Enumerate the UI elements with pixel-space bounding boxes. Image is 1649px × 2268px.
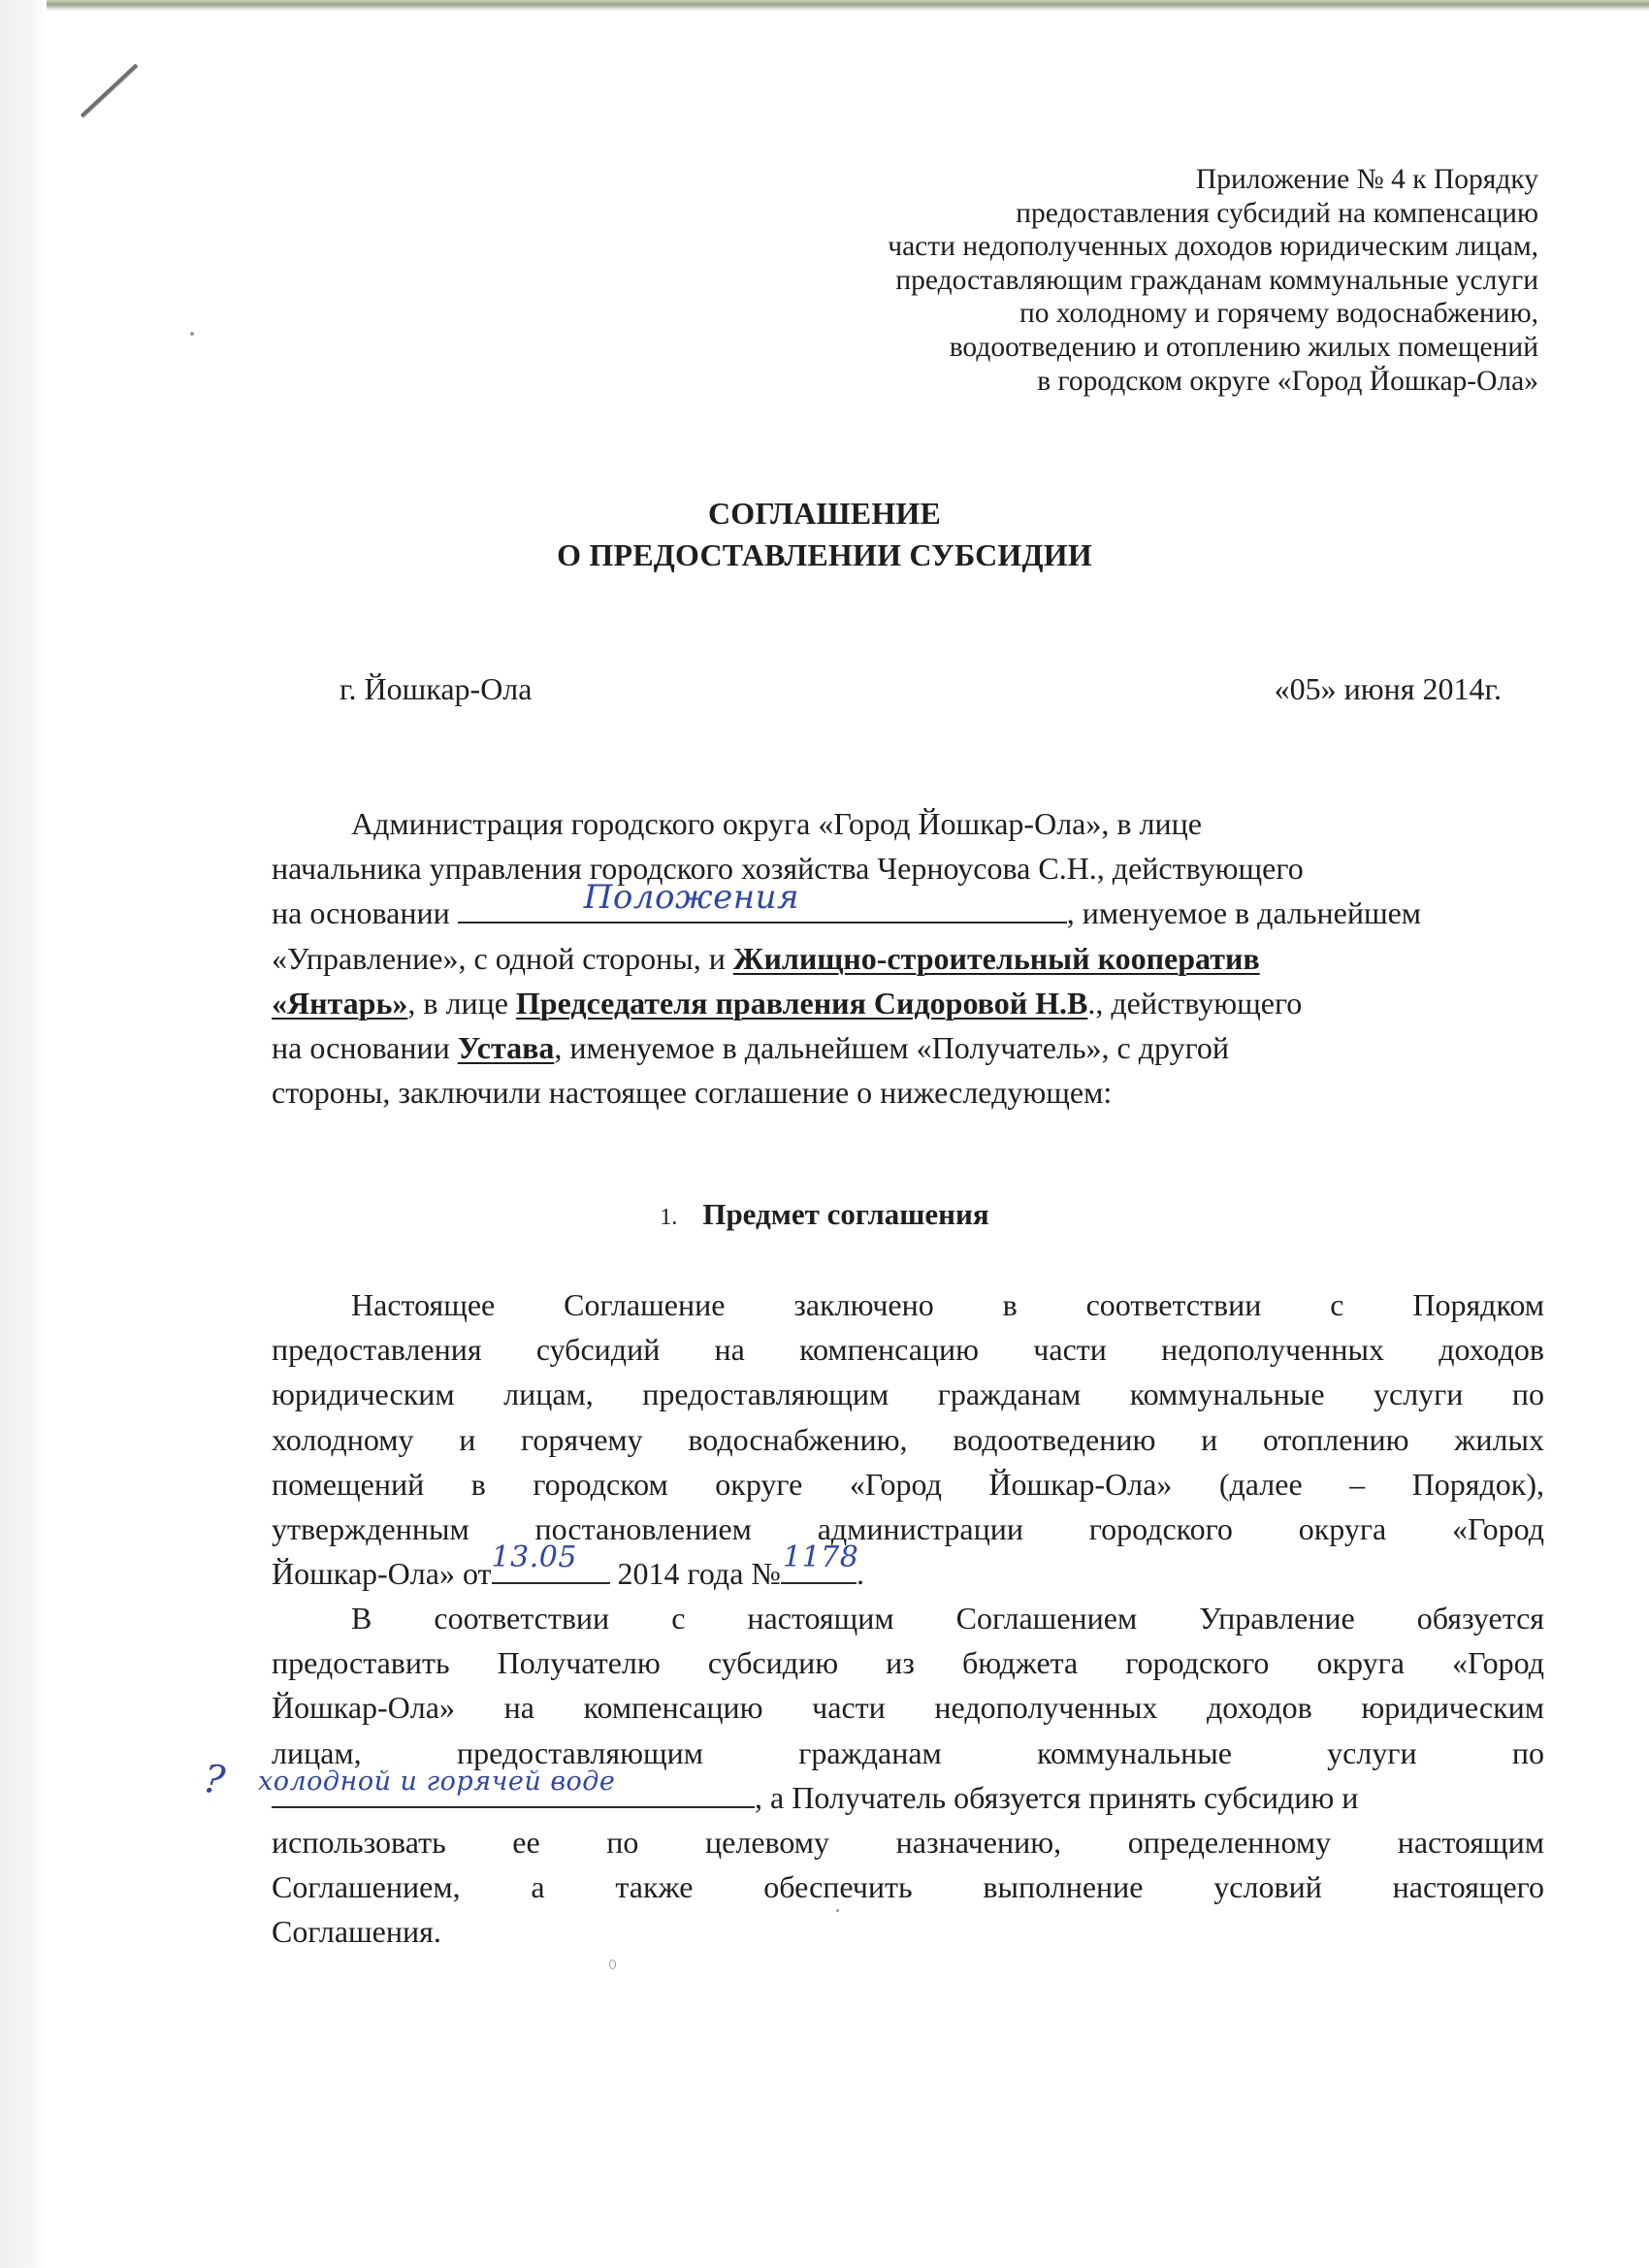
document-title xyxy=(0,493,1649,576)
text-span: . xyxy=(856,1556,864,1592)
preamble-paragraph xyxy=(272,801,1544,1115)
appendix-line: в городском округе «Город Йошкар-Ола» xyxy=(1037,365,1538,397)
text-line xyxy=(272,1539,1544,1596)
resolution-date-blank[interactable] xyxy=(491,1539,610,1584)
text-span: , а Получатель обязуется принять субсидию и xyxy=(755,1779,1359,1815)
basis-document-blank[interactable] xyxy=(458,878,1067,923)
text-span: холодному и горячему водоснабжению, водоотведению и отоплению жилых xyxy=(272,1421,1544,1457)
text-span: на основании xyxy=(272,1029,458,1065)
text-line xyxy=(272,846,1544,891)
scan-edge-top xyxy=(47,0,1649,12)
text-span: , в лице xyxy=(407,985,516,1021)
text-span: лицам, предоставляющим гражданам коммунальные услуги по xyxy=(272,1734,1544,1770)
margin-question-mark: ? xyxy=(200,1756,228,1804)
text-span: на основании xyxy=(272,895,458,931)
appendix-line: по холодному и горячему водоснабжению, xyxy=(1018,298,1538,330)
text-line xyxy=(272,1327,1544,1372)
text-span: Соглашением, а также обеспечить выполнение условий настоящего xyxy=(272,1869,1544,1905)
text-line xyxy=(272,936,1544,981)
text-span: ., действующего xyxy=(1087,985,1303,1021)
text-span: помещений в городском округе «Город Йошкар-Ола» (далее – Порядок), xyxy=(272,1466,1544,1502)
text-line xyxy=(272,1462,1544,1507)
text-line xyxy=(272,1909,1544,1954)
paragraph-2 xyxy=(258,1596,1544,1955)
city: г. Йошкар-Ола xyxy=(340,671,533,706)
text-line xyxy=(272,1640,1544,1685)
scan-speck xyxy=(609,1960,616,1969)
scan-edge-left xyxy=(0,0,47,2268)
section-heading xyxy=(0,1195,1649,1237)
text-span: Йошкар-Ола» от xyxy=(272,1556,492,1592)
service-type-blank[interactable] xyxy=(258,1766,755,1808)
handwritten-resolution-number: 1178 xyxy=(782,1539,859,1574)
text-span: Йошкар-Ола» на компенсацию части недополученных доходов юридическим xyxy=(272,1690,1544,1726)
text-line xyxy=(272,1685,1544,1730)
appendix-line: части недополученных доходов юридическим лицам, xyxy=(888,231,1538,263)
appendix-line: водоотведению и отоплению жилых помещений xyxy=(949,331,1538,363)
recipient-basis: Устава xyxy=(457,1029,555,1065)
agreement-date: «05» июня 2014г. xyxy=(1274,671,1502,706)
title-line-2: О ПРЕДОСТАВЛЕНИИ СУБСИДИИ xyxy=(557,537,1092,572)
handwritten-resolution-date: 13.05 xyxy=(491,1539,577,1574)
text-line xyxy=(272,1507,1544,1551)
text-span: использовать ее по целевому назначению, определенному настоящим xyxy=(272,1824,1544,1860)
text-span: , именуемое в дальнейшем xyxy=(1066,895,1422,931)
text-span: начальника управления городского хозяйства Черноусова С.Н., действующего xyxy=(272,851,1304,887)
resolution-number-blank[interactable] xyxy=(781,1539,859,1584)
text-span: В соответствии с настоящим Соглашением Управление обязуется xyxy=(351,1601,1544,1636)
appendix-line: предоставления субсидий на компенсацию xyxy=(1016,197,1538,229)
section-number: 1. xyxy=(660,1205,678,1230)
text-line xyxy=(272,1025,1544,1070)
text-span: Настоящее Соглашение заключено в соответствии с Порядком xyxy=(351,1287,1544,1322)
text-line xyxy=(272,1596,1544,1640)
text-line xyxy=(272,981,1544,1025)
text-span: предоставить Получателю субсидию из бюджета городского округа «Город xyxy=(272,1645,1544,1681)
recipient-org-name-cont: «Янтарь» xyxy=(272,985,408,1021)
staple-mark xyxy=(81,63,139,117)
scan-speck xyxy=(836,1909,839,1912)
section-title: Предмет соглашения xyxy=(702,1197,989,1231)
handwritten-service-type: холодной и горячей воде xyxy=(258,1766,616,1797)
text-span: утвержденным постановлением администрации городского округа «Город xyxy=(272,1510,1544,1546)
text-span: «Управление», с одной стороны, и xyxy=(272,940,733,976)
text-span: стороны, заключили настоящее соглашение о нижеследующем: xyxy=(272,1075,1113,1111)
text-span: предоставления субсидий на компенсацию части недополученных доходов xyxy=(272,1332,1544,1368)
paragraph-1 xyxy=(272,1282,1544,1596)
appendix-line: предоставляющим гражданам коммунальные услуги xyxy=(895,264,1538,296)
text-line xyxy=(272,1417,1544,1462)
text-line xyxy=(272,1864,1544,1909)
text-span: , именуемое в дальнейшем «Получатель», с другой xyxy=(554,1029,1230,1065)
recipient-representative: Председателя правления Сидоровой Н.В xyxy=(515,985,1088,1021)
text-span: 2014 года № xyxy=(609,1556,781,1592)
handwritten-basis: Положения xyxy=(583,878,800,918)
recipient-org-name: Жилищно-строительный кооператив xyxy=(732,940,1260,976)
scan-speck xyxy=(190,332,194,336)
title-line-1: СОГЛАШЕНИЕ xyxy=(707,496,942,531)
text-line xyxy=(272,1820,1544,1864)
appendix-line: Приложение № 4 к Порядку xyxy=(1195,164,1538,195)
text-line xyxy=(272,1070,1544,1115)
text-line xyxy=(258,1766,1544,1820)
text-line xyxy=(272,801,1544,846)
text-span: Соглашения. xyxy=(272,1914,441,1950)
text-line xyxy=(272,1372,1544,1416)
appendix-header xyxy=(665,163,1538,398)
text-span: юридическим лицам, предоставляющим гражданам коммунальные услуги по xyxy=(272,1377,1544,1412)
text-line xyxy=(272,1282,1544,1327)
text-span: Администрация городского округа «Город Йошкар-Ола», в лице xyxy=(351,806,1202,841)
text-line xyxy=(272,878,1544,935)
